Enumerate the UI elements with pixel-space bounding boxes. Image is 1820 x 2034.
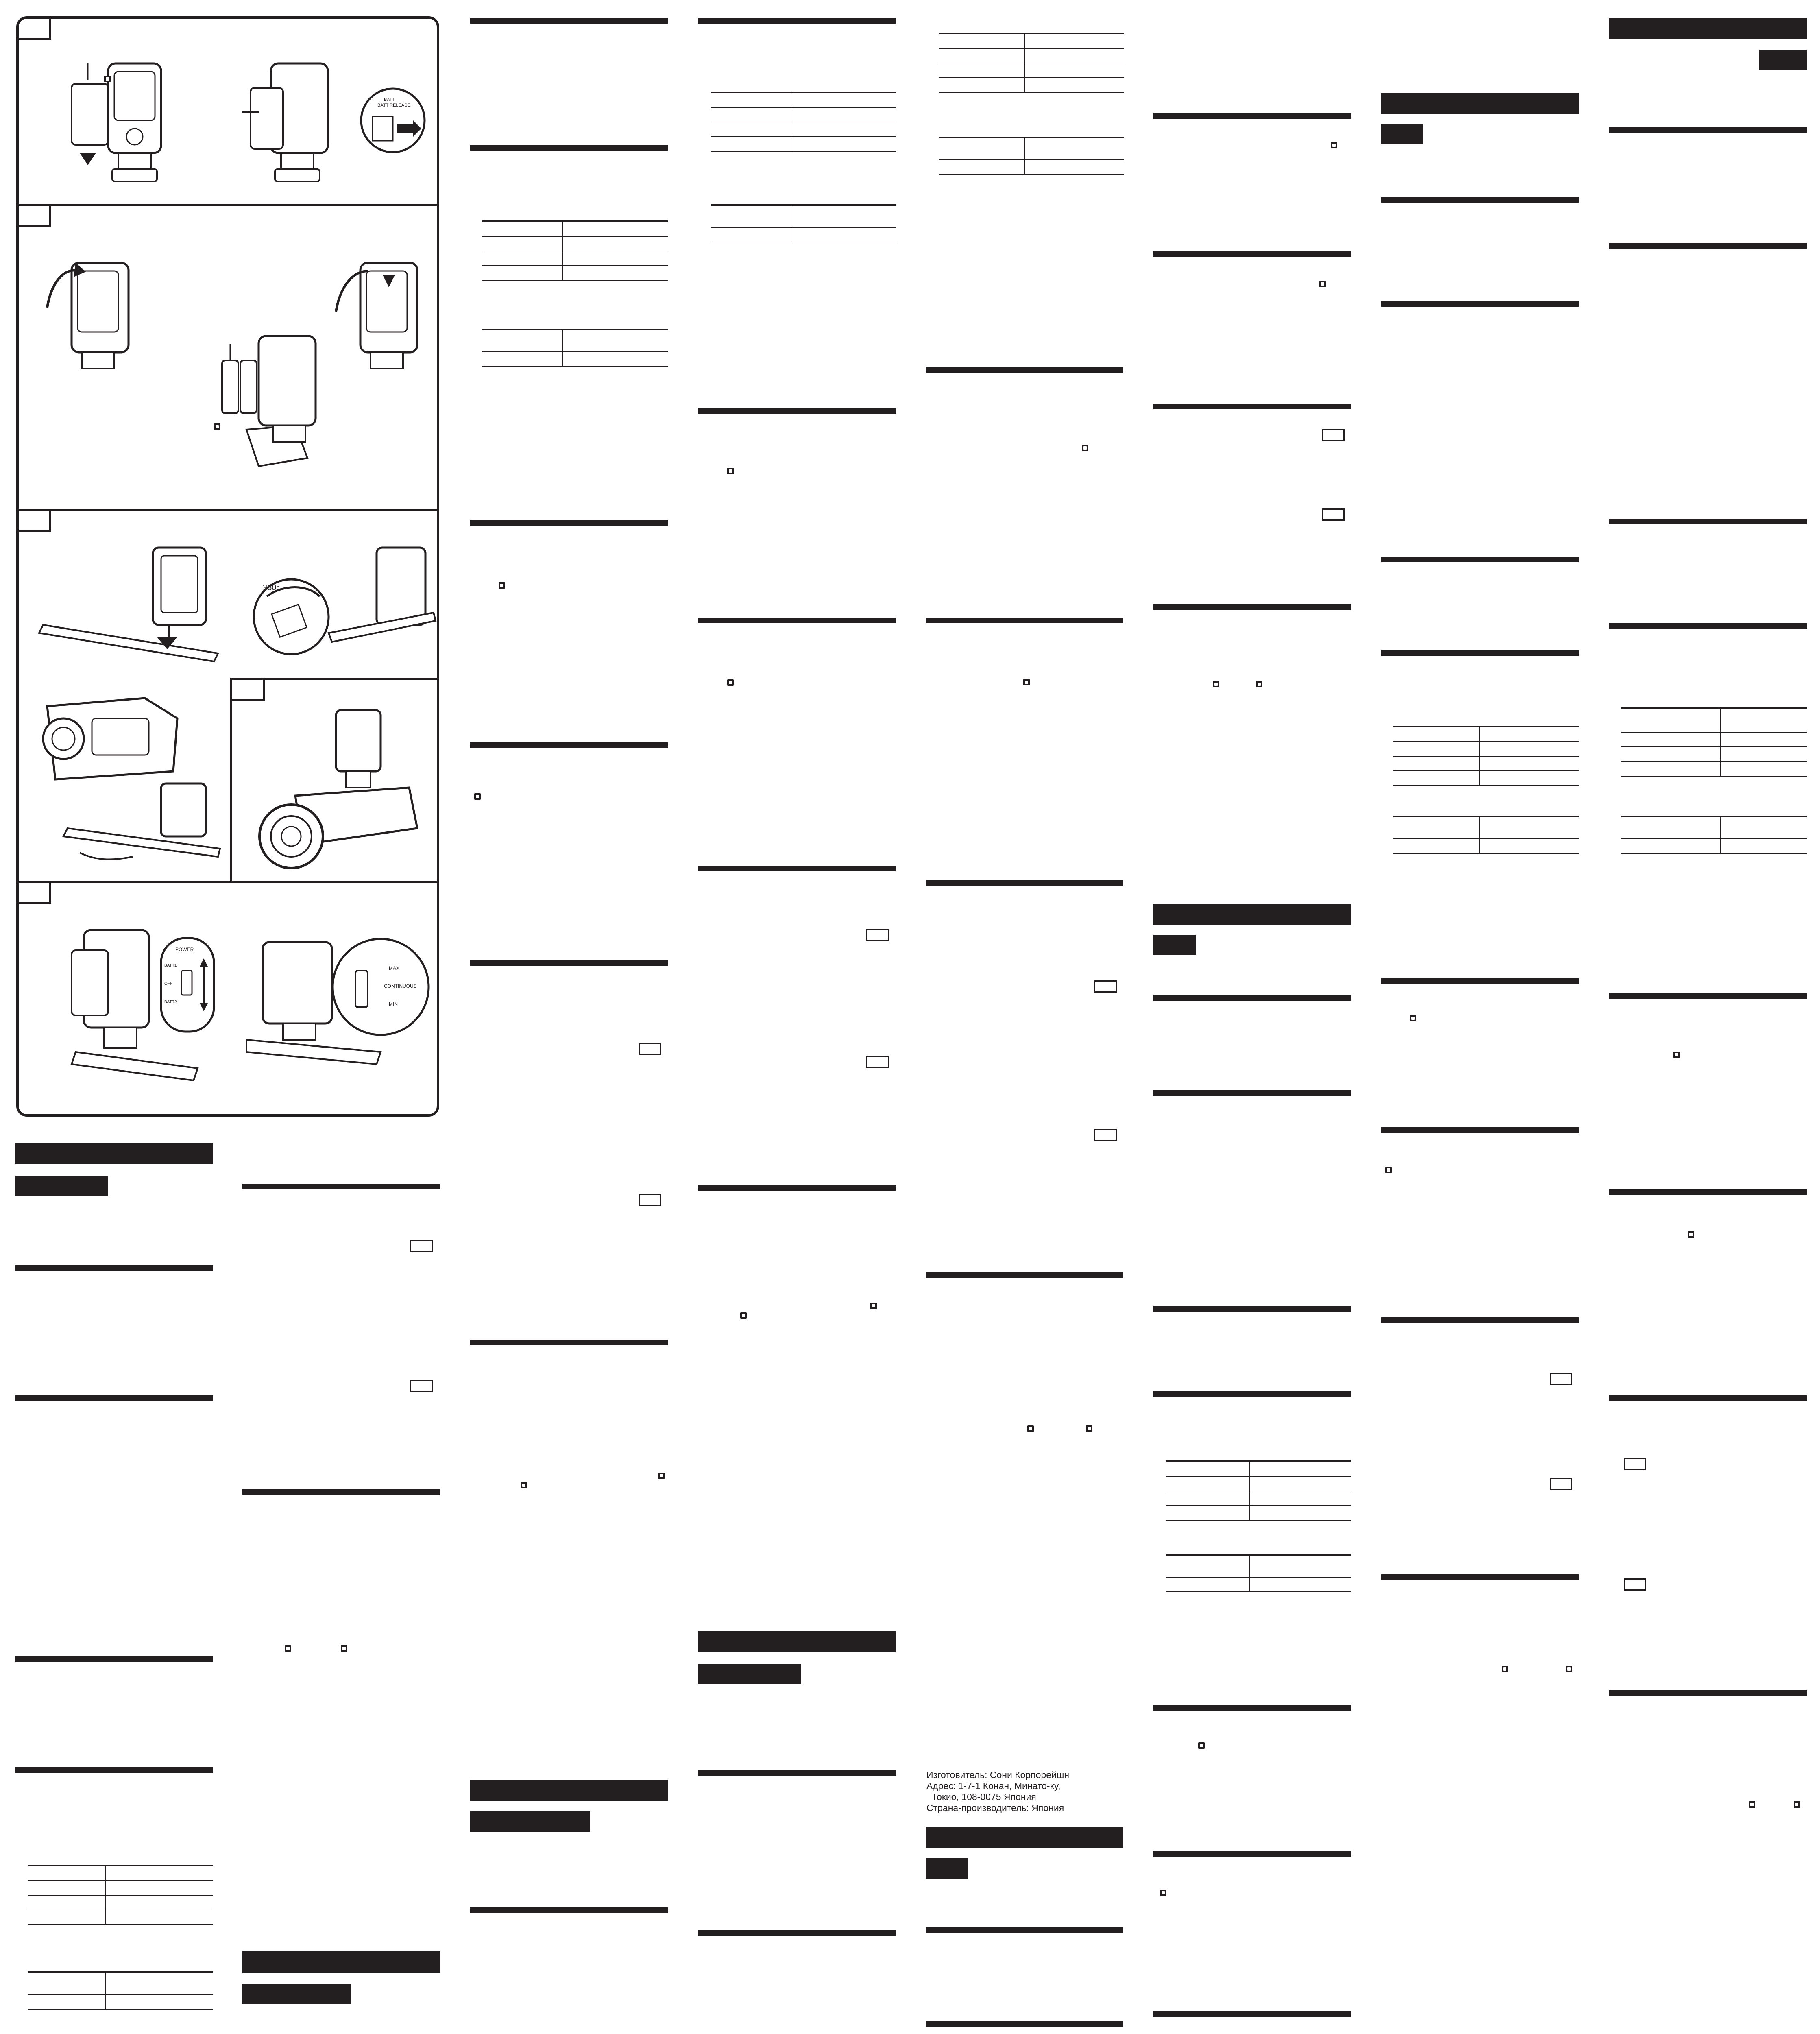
language-subtitle-bar (470, 1811, 590, 1832)
section-rule (1609, 243, 1807, 249)
step-marker (499, 582, 505, 589)
step-box-1 (19, 19, 51, 40)
language-title-bar (242, 1951, 440, 1973)
switch-batt1: BATT1 (164, 963, 177, 968)
section-rule (1381, 197, 1579, 203)
switch-batt2: BATT2 (164, 1000, 177, 1004)
step-marker (104, 76, 111, 82)
section-rule (698, 408, 896, 414)
light-unit-illustration (63, 55, 210, 194)
language-subtitle-bar (1759, 50, 1807, 70)
section-rule (1153, 1705, 1351, 1711)
section-rule (926, 880, 1123, 886)
spec-table (28, 1971, 213, 2010)
section-rule (1609, 623, 1807, 629)
section-rule (1153, 1851, 1351, 1857)
battery-door-illustration (35, 247, 157, 381)
step-marker (1086, 1425, 1092, 1432)
language-title-bar (698, 1631, 896, 1652)
note-box (639, 1043, 661, 1055)
step-marker (1410, 1015, 1416, 1021)
spec-table (939, 137, 1124, 175)
spec-table (1393, 816, 1579, 854)
section-rule (1153, 1391, 1351, 1397)
section-rule (1153, 1306, 1351, 1312)
language-title-bar (1381, 93, 1579, 114)
section-rule (1609, 1690, 1807, 1696)
step-marker (1319, 281, 1326, 287)
step-marker (1566, 1666, 1572, 1672)
section-rule (698, 1930, 896, 1936)
section-rule (698, 866, 896, 871)
step-marker (1794, 1801, 1800, 1808)
spec-table (711, 92, 896, 152)
section-rule (15, 1767, 213, 1773)
section-rule (15, 1656, 213, 1662)
brightness-dial-illustration (246, 906, 434, 1109)
step-marker (214, 423, 220, 430)
spec-table (28, 1865, 213, 1925)
language-title-bar (15, 1143, 213, 1164)
note-box (1322, 508, 1345, 521)
section-rule (1153, 404, 1351, 409)
note-box (1322, 429, 1345, 441)
step-marker (740, 1312, 747, 1319)
section-rule (15, 1265, 213, 1271)
camcorder-bracket-illustration (31, 682, 230, 869)
section-rule (242, 1489, 440, 1495)
divider (19, 881, 438, 883)
section-rule (1381, 978, 1579, 984)
step-marker (658, 1473, 665, 1479)
bracket-rotate-illustration (222, 535, 438, 670)
section-rule (926, 1272, 1123, 1278)
section-rule (926, 2021, 1123, 2027)
note-box (1094, 1129, 1117, 1141)
section-rule (1609, 1395, 1807, 1401)
dial-continuous: CONTINUOUS (384, 983, 417, 989)
section-rule (698, 618, 896, 623)
section-rule (1381, 650, 1579, 656)
battery-close-illustration (328, 247, 438, 381)
section-rule (1381, 301, 1579, 307)
section-rule (1153, 2011, 1351, 2017)
note-box (639, 1194, 661, 1206)
step-box-4 (232, 680, 265, 701)
section-rule (926, 618, 1123, 623)
section-rule (1381, 1127, 1579, 1133)
step-marker (1027, 1425, 1034, 1432)
language-title-bar (1609, 18, 1807, 39)
spec-table (1621, 816, 1807, 854)
note-box (866, 929, 889, 941)
spec-table (482, 329, 668, 367)
language-subtitle-bar (1153, 935, 1196, 955)
section-rule (470, 145, 668, 151)
language-title-bar (926, 1827, 1123, 1848)
step-marker (521, 1482, 527, 1488)
batt-label: BATT (384, 97, 395, 102)
step-marker (1331, 142, 1337, 148)
spec-table (939, 33, 1124, 93)
section-rule (15, 1395, 213, 1401)
section-rule (926, 367, 1123, 373)
section-rule (1381, 1574, 1579, 1580)
step-marker (727, 468, 734, 474)
note-box (1094, 980, 1117, 993)
section-rule (698, 18, 896, 24)
manufacturer-info (926, 1770, 1069, 1814)
section-rule (470, 960, 668, 966)
manufacturer-line-1: Изготовитель: Сони Корпорейшн (926, 1770, 1070, 1780)
power-label: POWER (175, 947, 194, 952)
step-marker (474, 793, 481, 800)
step-box-3 (19, 511, 51, 532)
step-box-2 (19, 206, 51, 227)
power-switch-illustration (59, 906, 238, 1109)
language-subtitle-bar (698, 1664, 801, 1684)
step-marker (1673, 1052, 1680, 1058)
section-rule (1609, 993, 1807, 999)
language-subtitle-bar (242, 1984, 351, 2004)
dial-max: MAX (389, 965, 400, 971)
switch-off: OFF (164, 982, 172, 986)
section-rule (242, 1184, 440, 1189)
section-rule (470, 1340, 668, 1345)
spec-table (1166, 1460, 1351, 1521)
spec-table (482, 220, 668, 281)
step-marker (1749, 1801, 1755, 1808)
batt-release-label: BATT RELEASE (377, 103, 410, 108)
step-marker (870, 1303, 877, 1309)
step-marker (1213, 681, 1219, 687)
step-marker (727, 679, 734, 686)
section-rule (926, 1927, 1123, 1933)
battery-insert-illustration (206, 328, 340, 491)
section-rule (470, 742, 668, 748)
section-rule (698, 1185, 896, 1191)
note-box (410, 1380, 433, 1392)
step-marker (1198, 1742, 1205, 1749)
spec-table (1393, 726, 1579, 786)
spec-table (1166, 1554, 1351, 1592)
step-marker (1502, 1666, 1508, 1672)
section-rule (1609, 519, 1807, 524)
manufacturer-line-2: Адрес: 1-7-1 Конан, Минато-ку, (926, 1781, 1061, 1791)
note-box (1624, 1458, 1646, 1470)
section-rule (698, 1770, 896, 1776)
manufacturer-line-3: Токио, 108-0075 Япония (926, 1792, 1036, 1802)
manufacturer-line-4: Страна-производитель: Япония (926, 1803, 1064, 1813)
step-marker (1385, 1167, 1392, 1173)
language-title-bar (1153, 904, 1351, 925)
spec-table (1621, 707, 1807, 777)
section-rule (1153, 995, 1351, 1001)
note-box (866, 1056, 889, 1068)
camera-mount-illustration (255, 706, 429, 877)
note-box (1550, 1373, 1572, 1385)
step-marker (1256, 681, 1262, 687)
battery-release-illustration (234, 55, 425, 194)
step-marker (341, 1645, 347, 1652)
divider (19, 509, 438, 511)
section-rule (1381, 1317, 1579, 1323)
divider (19, 204, 438, 206)
step-box-5 (19, 883, 51, 904)
section-rule (1153, 251, 1351, 257)
rotation-label: 360° (263, 583, 280, 592)
section-rule (1153, 604, 1351, 610)
note-box (410, 1240, 433, 1252)
bracket-mount-illustration (35, 535, 226, 670)
note-box (1624, 1578, 1646, 1591)
step-marker (1160, 1890, 1166, 1896)
language-subtitle-bar (15, 1176, 108, 1196)
divider (230, 678, 232, 881)
step-marker (1023, 679, 1030, 685)
language-subtitle-bar (926, 1858, 968, 1879)
section-rule (470, 520, 668, 526)
section-rule (470, 18, 668, 24)
language-title-bar (470, 1780, 668, 1801)
dial-min: MIN (389, 1001, 398, 1007)
step-marker (285, 1645, 291, 1652)
illustration-panel (16, 16, 439, 1117)
language-subtitle-bar (1381, 124, 1423, 144)
note-box (1550, 1478, 1572, 1490)
section-rule (1609, 1189, 1807, 1195)
section-rule (1381, 557, 1579, 562)
section-rule (1153, 113, 1351, 119)
spec-table (711, 204, 896, 242)
section-rule (470, 1907, 668, 1913)
step-marker (1688, 1231, 1694, 1238)
section-rule (1153, 1090, 1351, 1096)
step-marker (1082, 445, 1088, 451)
section-rule (1609, 127, 1807, 133)
